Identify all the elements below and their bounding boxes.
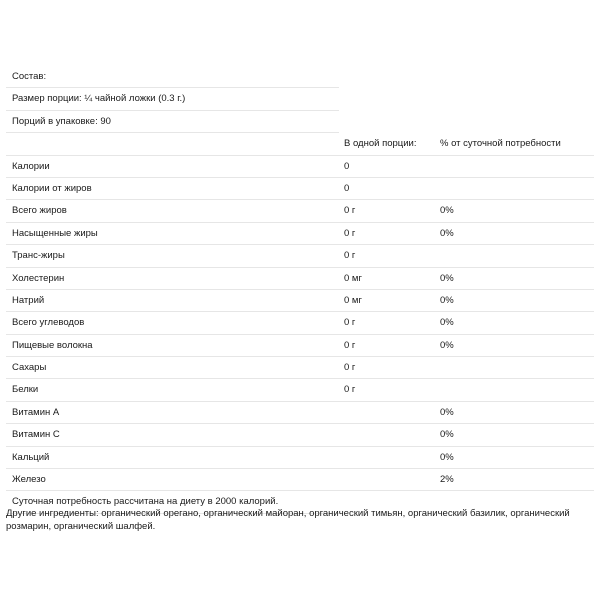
nutrient-name: Кальций <box>12 451 50 463</box>
nutrient-amount: 0 г <box>344 250 356 262</box>
serving-size-text: Размер порции: ¼ чайной ложки (0.3 г.) <box>12 93 186 105</box>
nutrient-amount: 0 г <box>344 362 356 374</box>
nutrient-row <box>6 290 594 312</box>
daily-value-footnote: Суточная потребность рассчитана на диету в 2000 калорий. <box>12 496 279 508</box>
servings-per-container-row <box>6 111 339 133</box>
composition-row <box>6 66 339 88</box>
nutrient-row <box>6 379 594 401</box>
nutrient-daily-value: 0% <box>440 272 454 284</box>
nutrient-row <box>6 469 594 491</box>
nutrient-amount: 0 <box>344 182 350 194</box>
nutrient-name: Калории <box>12 160 50 172</box>
daily-value-column-header: % от суточной потребности <box>440 138 561 150</box>
nutrient-name: Всего углеводов <box>12 317 85 329</box>
nutrient-row <box>6 447 594 469</box>
column-header-row <box>6 133 594 155</box>
nutrient-amount: 0 <box>344 160 350 172</box>
nutrient-amount: 0 мг <box>344 272 362 284</box>
nutrient-name: Железо <box>12 474 46 486</box>
nutrient-daily-value: 0% <box>440 294 454 306</box>
nutrient-row <box>6 424 594 446</box>
nutrient-row <box>6 245 594 267</box>
servings-per-container-text: Порций в упаковке: 90 <box>12 115 111 127</box>
nutrient-row <box>6 335 594 357</box>
nutrient-daily-value: 0% <box>440 451 454 463</box>
nutrient-row <box>6 268 594 290</box>
nutrient-amount: 0 мг <box>344 294 362 306</box>
nutrient-row <box>6 178 594 200</box>
nutrient-name: Калории от жиров <box>12 182 92 194</box>
nutrient-daily-value: 0% <box>440 406 454 418</box>
nutrient-daily-value: 2% <box>440 474 454 486</box>
nutrient-name: Витамин С <box>12 429 60 441</box>
nutrient-amount: 0 г <box>344 339 356 351</box>
nutrient-daily-value: 0% <box>440 205 454 217</box>
nutrition-facts-label <box>6 66 594 514</box>
nutrient-row <box>6 200 594 222</box>
nutrient-name: Холестерин <box>12 272 65 284</box>
nutrient-row <box>6 312 594 334</box>
composition-heading: Состав: <box>12 71 47 82</box>
nutrient-amount: 0 г <box>344 384 356 396</box>
nutrient-name: Насыщенные жиры <box>12 227 98 239</box>
nutrient-rows <box>6 156 594 492</box>
nutrient-row <box>6 357 594 379</box>
nutrient-daily-value: 0% <box>440 317 454 329</box>
nutrient-row <box>6 156 594 178</box>
nutrient-amount: 0 г <box>344 317 356 329</box>
serving-size-row <box>6 88 339 110</box>
nutrient-name: Витамин А <box>12 406 60 418</box>
nutrient-row <box>6 402 594 424</box>
nutrient-daily-value: 0% <box>440 227 454 239</box>
nutrient-daily-value: 0% <box>440 339 454 351</box>
nutrient-name: Всего жиров <box>12 205 67 217</box>
nutrient-name: Белки <box>12 384 39 396</box>
nutrient-name: Транс-жиры <box>12 250 65 262</box>
nutrient-amount: 0 г <box>344 227 356 239</box>
nutrient-name: Пищевые волокна <box>12 339 93 351</box>
other-ingredients-text: Другие ингредиенты: органический орегано, органический майоран, органический тимьян, органический базилик, органический розмарин, органический шалфей. <box>6 508 570 532</box>
nutrient-name: Натрий <box>12 294 45 306</box>
nutrient-amount: 0 г <box>344 205 356 217</box>
nutrient-daily-value: 0% <box>440 429 454 441</box>
nutrient-name: Сахары <box>12 362 47 374</box>
per-serving-column-header: В одной порции: <box>344 138 417 150</box>
nutrient-row <box>6 223 594 245</box>
